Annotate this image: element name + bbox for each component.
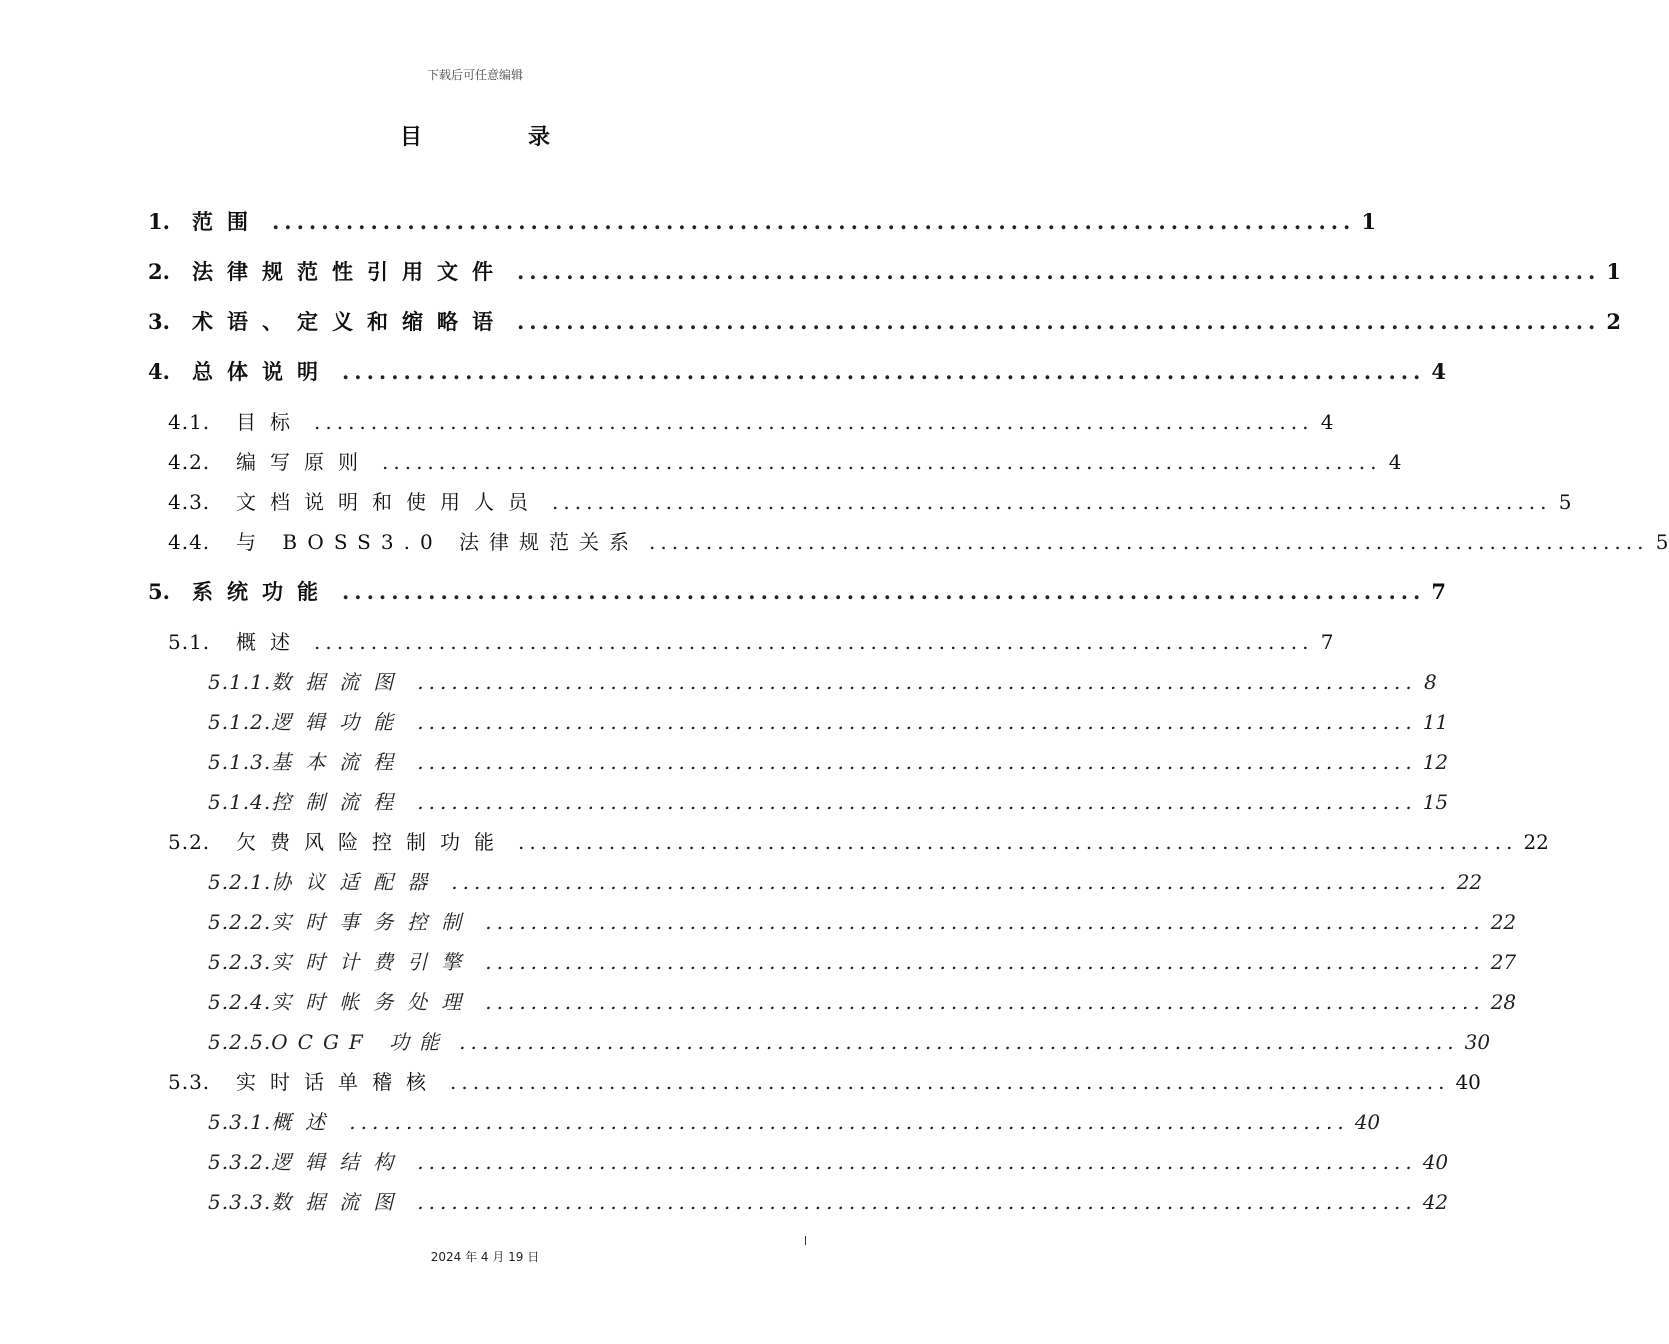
toc-entry-label: 数据流图 xyxy=(271,1190,408,1214)
toc-entry-page: 4 xyxy=(1431,359,1446,384)
toc-entry[interactable] xyxy=(148,256,1621,286)
toc-entry-page: 12 xyxy=(1422,750,1449,774)
toc-entry[interactable] xyxy=(208,746,1449,775)
toc-leader-dots: ........................................................................................ xyxy=(342,359,1426,384)
toc-leader-dots: ........................................................................................ xyxy=(649,530,1649,554)
toc-entry-page: 28 xyxy=(1490,990,1517,1014)
toc-leader-dots: ........................................................................................ xyxy=(459,1030,1459,1054)
toc-entry-page: 5 xyxy=(1558,490,1572,514)
toc-entry-page: 5 xyxy=(1655,530,1669,554)
toc-entry-page: 40 xyxy=(1422,1150,1449,1174)
toc-entry[interactable] xyxy=(208,786,1449,815)
toc-entry-page: 22 xyxy=(1523,830,1549,854)
toc-entry-label: 编写原则 xyxy=(236,450,372,474)
toc-entry-page: 4 xyxy=(1320,410,1334,434)
toc-entry-label: 与 BOSS3.0 法律规范关系 xyxy=(236,530,640,554)
toc-entry[interactable] xyxy=(208,946,1517,975)
toc-entry-label: 系统功能 xyxy=(192,579,332,604)
toc-entry-number: 4.1. xyxy=(168,410,211,434)
toc-entry[interactable] xyxy=(168,406,1334,435)
toc-entry[interactable] xyxy=(168,486,1572,515)
toc-leader-dots: ........................................................................................ xyxy=(517,259,1601,284)
toc-entry-number: 5.2.3. xyxy=(208,950,272,974)
toc-entry[interactable] xyxy=(168,1066,1481,1095)
toc-leader-dots: ........................................................................................ xyxy=(485,950,1485,974)
toc-entry-number: 5.1.3. xyxy=(208,750,272,774)
toc-leader-dots: ........................................................................................ xyxy=(518,830,1518,854)
toc-entry-label: 实时帐务处理 xyxy=(271,990,476,1014)
toc-title: 目 录 xyxy=(399,124,592,150)
toc-entry[interactable] xyxy=(148,576,1446,606)
toc-leader-dots: ........................................................................................ xyxy=(417,1190,1417,1214)
toc-entry-label: 逻辑功能 xyxy=(271,710,408,734)
toc-entry-number: 5.2.2. xyxy=(208,910,272,934)
toc-entry[interactable] xyxy=(208,1106,1381,1135)
toc-entry-page: 1 xyxy=(1606,259,1621,284)
toc-entry-label: 实时事务控制 xyxy=(271,910,476,934)
toc-leader-dots: ........................................................................................ xyxy=(314,630,1314,654)
toc-entry[interactable] xyxy=(208,1026,1491,1055)
toc-entry-number: 3. xyxy=(148,309,170,334)
toc-entry-page: 40 xyxy=(1455,1070,1481,1094)
toc-entry-label: OCGF 功能 xyxy=(271,1030,450,1054)
toc-entry-number: 5.1.4. xyxy=(208,790,272,814)
toc-entry-number: 4. xyxy=(148,359,170,384)
toc-entry[interactable] xyxy=(148,206,1376,236)
toc-entry-label: 数据流图 xyxy=(271,670,408,694)
toc-leader-dots: ........................................................................................ xyxy=(417,750,1417,774)
text-cursor-mark xyxy=(805,1236,806,1245)
toc-entry-label: 协议适配器 xyxy=(271,870,442,894)
toc-leader-dots: ........................................................................................ xyxy=(272,209,1356,234)
toc-entry-page: 22 xyxy=(1456,870,1483,894)
toc-entry-label: 控制流程 xyxy=(271,790,408,814)
toc-entry[interactable] xyxy=(208,1186,1449,1215)
toc-entry-page: 11 xyxy=(1422,710,1449,734)
toc-entry[interactable] xyxy=(208,706,1449,735)
toc-entry-label: 总体说明 xyxy=(192,359,332,384)
toc-entry[interactable] xyxy=(168,626,1334,655)
toc-entry-number: 5.1.2. xyxy=(208,710,272,734)
toc-leader-dots: ........................................................................................ xyxy=(417,670,1417,694)
toc-entry-number: 5.3.1. xyxy=(208,1110,272,1134)
toc-entry-page: 1 xyxy=(1361,209,1376,234)
toc-entry-number: 4.2. xyxy=(168,450,211,474)
toc-entry-number: 5.2.5. xyxy=(208,1030,272,1054)
toc-leader-dots: ........................................................................................ xyxy=(342,579,1426,604)
toc-entry-number: 5.1. xyxy=(168,630,211,654)
toc-entry[interactable] xyxy=(208,666,1437,695)
toc-leader-dots: ........................................................................................ xyxy=(552,490,1552,514)
toc-entry[interactable] xyxy=(168,446,1402,475)
toc-entry-number: 5.2.1. xyxy=(208,870,272,894)
toc-entry-label: 实时计费引擎 xyxy=(271,950,476,974)
toc-entry-page: 40 xyxy=(1354,1110,1381,1134)
toc-entry-number: 2. xyxy=(148,259,170,284)
toc-entry-label: 法律规范性引用文件 xyxy=(192,259,507,284)
page-footer-date: 2024 年 4 月 19 日 xyxy=(430,1250,540,1264)
toc-entry-page: 8 xyxy=(1423,670,1437,694)
toc-entry-label: 文档说明和使用人员 xyxy=(236,490,542,514)
toc-entry-number: 4.3. xyxy=(168,490,211,514)
toc-entry-page: 42 xyxy=(1422,1190,1449,1214)
toc-entry-label: 目标 xyxy=(236,410,304,434)
toc-entry-label: 基本流程 xyxy=(271,750,408,774)
toc-entry-page: 7 xyxy=(1320,630,1334,654)
toc-entry-label: 概述 xyxy=(271,1110,340,1134)
toc-entry-page: 27 xyxy=(1490,950,1517,974)
toc-leader-dots: ........................................................................................ xyxy=(517,309,1601,334)
toc-entry[interactable] xyxy=(208,1146,1449,1175)
page-header: 下载后可任意编辑 xyxy=(426,68,523,82)
toc-entry-page: 22 xyxy=(1490,910,1517,934)
toc-leader-dots: ........................................................................................ xyxy=(485,910,1485,934)
toc-entry-number: 5.3.3. xyxy=(208,1190,272,1214)
toc-leader-dots: ........................................................................................ xyxy=(382,450,1382,474)
toc-entry[interactable] xyxy=(148,356,1446,386)
toc-entry-number: 5.2. xyxy=(168,830,211,854)
toc-entry-number: 1. xyxy=(148,209,170,234)
toc-entry-page: 15 xyxy=(1422,790,1449,814)
toc-entry[interactable] xyxy=(208,866,1483,895)
toc-entry-number: 5.1.1. xyxy=(208,670,272,694)
toc-leader-dots: ........................................................................................ xyxy=(485,990,1485,1014)
toc-entry[interactable] xyxy=(208,906,1517,935)
toc-leader-dots: ........................................................................................ xyxy=(450,1070,1450,1094)
toc-leader-dots: ........................................................................................ xyxy=(417,710,1417,734)
toc-entry-page: 7 xyxy=(1431,579,1446,604)
toc-entry-page: 4 xyxy=(1388,450,1402,474)
toc-entry-number: 5.3.2. xyxy=(208,1150,272,1174)
toc-leader-dots: ........................................................................................ xyxy=(349,1110,1349,1134)
toc-leader-dots: ........................................................................................ xyxy=(314,410,1314,434)
toc-entry[interactable] xyxy=(168,526,1669,555)
toc-entry-number: 5.2.4. xyxy=(208,990,272,1014)
toc-entry-page: 2 xyxy=(1606,309,1621,334)
toc-entry[interactable] xyxy=(168,826,1549,855)
toc-leader-dots: ........................................................................................ xyxy=(451,870,1451,894)
toc-entry-number: 5. xyxy=(148,579,170,604)
toc-entry[interactable] xyxy=(148,306,1621,336)
toc-entry-page: 30 xyxy=(1464,1030,1491,1054)
toc-entry-label: 术语、定义和缩略语 xyxy=(192,309,507,334)
toc-entry[interactable] xyxy=(208,986,1517,1015)
toc-entry-label: 欠费风险控制功能 xyxy=(236,830,508,854)
toc-entry-number: 4.4. xyxy=(168,530,211,554)
toc-leader-dots: ........................................................................................ xyxy=(417,790,1417,814)
toc-entry-number: 5.3. xyxy=(168,1070,211,1094)
toc-entry-label: 概述 xyxy=(236,630,304,654)
toc-entry-label: 范围 xyxy=(192,209,262,234)
toc-leader-dots: ........................................................................................ xyxy=(417,1150,1417,1174)
toc-entry-label: 实时话单稽核 xyxy=(236,1070,440,1094)
toc-entry-label: 逻辑结构 xyxy=(271,1150,408,1174)
